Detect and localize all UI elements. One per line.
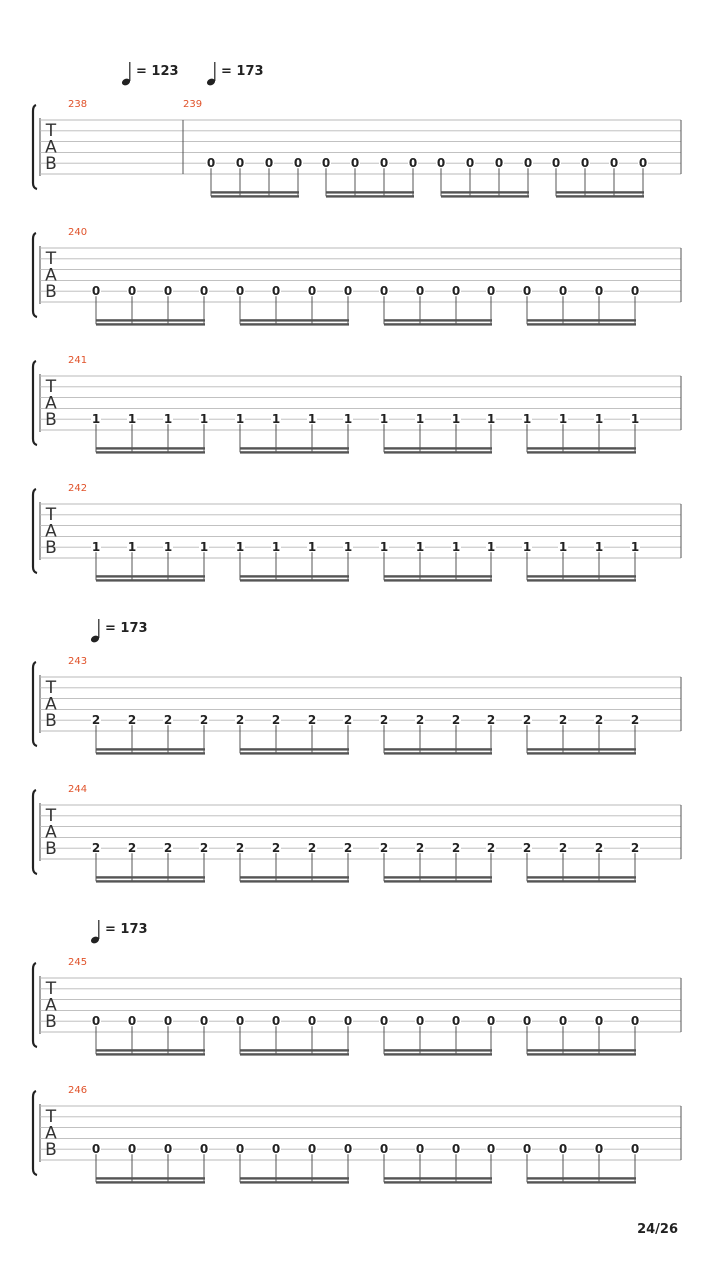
fret-number: 2 — [163, 713, 173, 728]
fret-number: 0 — [163, 1014, 173, 1029]
beam — [527, 579, 636, 581]
fret-number: 0 — [594, 1014, 604, 1029]
beam — [326, 195, 414, 197]
tempo-label: = 173 — [105, 621, 148, 636]
beam — [240, 876, 349, 878]
fret-number: 2 — [379, 713, 389, 728]
beam — [240, 451, 349, 453]
beam — [384, 1049, 492, 1051]
fret-number: 1 — [343, 540, 353, 555]
fret-number: 2 — [415, 713, 425, 728]
fret-number: 0 — [235, 284, 245, 299]
fret-number: 1 — [163, 540, 173, 555]
fret-number: 1 — [630, 540, 640, 555]
fret-number: 1 — [91, 412, 101, 427]
fret-number: 2 — [451, 713, 461, 728]
fret-number: 0 — [451, 1142, 461, 1157]
beam — [96, 880, 205, 882]
beam — [96, 323, 205, 325]
fret-number: 2 — [486, 713, 496, 728]
fret-number: 0 — [523, 156, 533, 171]
beam — [96, 1177, 205, 1179]
fret-number: 0 — [451, 1014, 461, 1029]
fret-number: 2 — [558, 713, 568, 728]
fret-number: 1 — [91, 540, 101, 555]
tab-clef-letter: B — [45, 839, 57, 859]
beam — [384, 575, 492, 577]
fret-number: 2 — [594, 841, 604, 856]
fret-number: 2 — [235, 713, 245, 728]
fret-number: 0 — [558, 284, 568, 299]
tab-clef-letter: A — [45, 694, 57, 715]
fret-number: 2 — [271, 713, 281, 728]
fret-number: 2 — [486, 841, 496, 856]
measure-number: 245 — [68, 957, 88, 968]
fret-number: 0 — [630, 284, 640, 299]
beam — [527, 323, 636, 325]
fret-number: 2 — [630, 713, 640, 728]
fret-number: 2 — [235, 841, 245, 856]
fret-number: 1 — [163, 412, 173, 427]
fret-number: 0 — [343, 1142, 353, 1157]
system-bracket — [33, 1091, 37, 1175]
fret-number: 0 — [486, 1014, 496, 1029]
fret-number: 2 — [630, 841, 640, 856]
beam — [240, 1053, 349, 1055]
fret-number: 0 — [127, 284, 137, 299]
fret-number: 0 — [235, 156, 245, 171]
fret-number: 0 — [199, 1142, 209, 1157]
beam — [527, 319, 636, 321]
tab-clef-letter: A — [45, 1123, 57, 1144]
fret-number: 0 — [321, 156, 331, 171]
tab-clef-letter: T — [45, 505, 57, 525]
tab-system — [33, 483, 681, 582]
fret-number: 1 — [415, 540, 425, 555]
fret-number: 2 — [415, 841, 425, 856]
fret-number: 1 — [199, 540, 209, 555]
beam — [527, 880, 636, 882]
measure-number: 240 — [68, 227, 88, 238]
fret-number: 0 — [415, 1014, 425, 1029]
fret-number: 0 — [379, 1142, 389, 1157]
fret-number: 0 — [486, 284, 496, 299]
fret-number: 1 — [594, 412, 604, 427]
beam — [240, 880, 349, 882]
page-number: 24/26 — [637, 1222, 678, 1237]
fret-number: 2 — [307, 841, 317, 856]
beam — [96, 752, 205, 754]
tab-clef-letter: T — [45, 377, 57, 397]
beam — [384, 880, 492, 882]
fret-number: 1 — [127, 412, 137, 427]
fret-number: 0 — [551, 156, 561, 171]
tab-system — [33, 784, 681, 883]
fret-number: 2 — [558, 841, 568, 856]
fret-number: 0 — [522, 284, 532, 299]
tempo-label: = 173 — [105, 922, 148, 937]
tab-system — [33, 619, 681, 755]
beam — [240, 1049, 349, 1051]
fret-number: 1 — [594, 540, 604, 555]
fret-number: 2 — [163, 841, 173, 856]
beam — [384, 579, 492, 581]
beam — [441, 195, 529, 197]
fret-number: 0 — [415, 1142, 425, 1157]
beam — [384, 1177, 492, 1179]
fret-number: 0 — [127, 1014, 137, 1029]
fret-number: 0 — [379, 284, 389, 299]
beam — [527, 1181, 636, 1183]
fret-number: 0 — [127, 1142, 137, 1157]
beam — [527, 575, 636, 577]
beam — [211, 191, 299, 193]
beam — [240, 319, 349, 321]
fret-number: 0 — [465, 156, 475, 171]
fret-number: 1 — [271, 540, 281, 555]
fret-number: 0 — [494, 156, 504, 171]
beam — [96, 748, 205, 750]
beam — [96, 575, 205, 577]
fret-number: 0 — [594, 284, 604, 299]
fret-number: 0 — [486, 1142, 496, 1157]
tab-clef-letter: T — [45, 678, 57, 698]
system-bracket — [33, 105, 37, 189]
fret-number: 0 — [163, 1142, 173, 1157]
tab-clef-letter: B — [45, 711, 57, 731]
tab-clef-letter: T — [45, 806, 57, 826]
fret-number: 2 — [91, 841, 101, 856]
fret-number: 0 — [91, 1142, 101, 1157]
measure-number: 246 — [68, 1085, 88, 1096]
tab-clef-letter: T — [45, 979, 57, 999]
beam — [384, 876, 492, 878]
fret-number: 1 — [558, 412, 568, 427]
fret-number: 2 — [199, 841, 209, 856]
fret-number: 0 — [206, 156, 216, 171]
tempo-label: = 123 — [136, 64, 179, 79]
system-bracket — [33, 790, 37, 874]
beam — [326, 191, 414, 193]
beam — [384, 319, 492, 321]
beam — [384, 451, 492, 453]
fret-number: 2 — [127, 841, 137, 856]
fret-number: 1 — [486, 540, 496, 555]
fret-number: 1 — [558, 540, 568, 555]
tempo-label: = 173 — [221, 64, 264, 79]
fret-number: 2 — [127, 713, 137, 728]
fret-number: 2 — [522, 841, 532, 856]
fret-number: 0 — [307, 1014, 317, 1029]
fret-number: 0 — [235, 1014, 245, 1029]
fret-number: 0 — [522, 1142, 532, 1157]
beam — [96, 1049, 205, 1051]
beam — [96, 319, 205, 321]
beam — [441, 191, 529, 193]
fret-number: 1 — [630, 412, 640, 427]
beam — [527, 752, 636, 754]
fret-number: 0 — [293, 156, 303, 171]
fret-number: 0 — [436, 156, 446, 171]
fret-number: 1 — [451, 412, 461, 427]
tab-clef-letter: B — [45, 282, 57, 302]
beam — [527, 451, 636, 453]
fret-number: 0 — [558, 1014, 568, 1029]
fret-number: 0 — [630, 1014, 640, 1029]
fret-number: 1 — [415, 412, 425, 427]
tab-clef-letter: A — [45, 393, 57, 414]
fret-number: 0 — [408, 156, 418, 171]
fret-number: 2 — [199, 713, 209, 728]
fret-number: 1 — [451, 540, 461, 555]
fret-number: 0 — [199, 1014, 209, 1029]
tab-clef-letter: A — [45, 822, 57, 843]
fret-number: 1 — [307, 540, 317, 555]
fret-number: 2 — [594, 713, 604, 728]
tab-clef-letter: B — [45, 410, 57, 430]
fret-number: 0 — [163, 284, 173, 299]
tempo-marking — [206, 62, 264, 87]
fret-number: 0 — [271, 284, 281, 299]
tab-clef-letter: T — [45, 249, 57, 269]
tab-system — [33, 355, 681, 454]
system-bracket — [33, 963, 37, 1047]
fret-number: 1 — [127, 540, 137, 555]
beam — [556, 195, 644, 197]
fret-number: 2 — [379, 841, 389, 856]
fret-number: 1 — [235, 540, 245, 555]
beam — [211, 195, 299, 197]
beam — [96, 447, 205, 449]
tab-system — [33, 1085, 681, 1184]
beam — [527, 447, 636, 449]
fret-number: 0 — [307, 1142, 317, 1157]
tempo-marking — [90, 920, 148, 945]
beam — [240, 323, 349, 325]
beam — [240, 447, 349, 449]
tab-system — [33, 920, 681, 1056]
fret-number: 0 — [343, 1014, 353, 1029]
system-bracket — [33, 233, 37, 317]
fret-number: 0 — [558, 1142, 568, 1157]
measure-number: 243 — [68, 656, 88, 667]
system-bracket — [33, 489, 37, 573]
fret-number: 0 — [307, 284, 317, 299]
beam — [96, 451, 205, 453]
beam — [240, 748, 349, 750]
tab-clef-letter: B — [45, 1012, 57, 1032]
fret-number: 1 — [379, 412, 389, 427]
tempo-marking — [90, 619, 148, 644]
fret-number: 0 — [594, 1142, 604, 1157]
fret-number: 0 — [580, 156, 590, 171]
measure-number: 244 — [68, 784, 88, 795]
fret-number: 0 — [379, 156, 389, 171]
fret-number: 1 — [307, 412, 317, 427]
fret-number: 2 — [451, 841, 461, 856]
beam — [96, 579, 205, 581]
beam — [240, 1177, 349, 1179]
beam — [240, 1181, 349, 1183]
fret-number: 0 — [415, 284, 425, 299]
fret-number: 0 — [199, 284, 209, 299]
beam — [240, 752, 349, 754]
beam — [384, 1053, 492, 1055]
fret-number: 0 — [271, 1014, 281, 1029]
beam — [527, 748, 636, 750]
beam — [240, 579, 349, 581]
beam — [384, 323, 492, 325]
fret-number: 0 — [271, 1142, 281, 1157]
fret-number: 0 — [609, 156, 619, 171]
fret-number: 1 — [271, 412, 281, 427]
fret-number: 0 — [638, 156, 648, 171]
fret-number: 1 — [199, 412, 209, 427]
system-bracket — [33, 662, 37, 746]
measure-number: 239 — [183, 99, 203, 110]
fret-number: 1 — [522, 412, 532, 427]
beam — [384, 1181, 492, 1183]
beam — [527, 1049, 636, 1051]
fret-number: 2 — [271, 841, 281, 856]
tab-system — [33, 227, 681, 326]
fret-number: 0 — [91, 284, 101, 299]
fret-number: 0 — [451, 284, 461, 299]
tab-clef-letter: A — [45, 521, 57, 542]
tempo-marking — [121, 62, 179, 87]
fret-number: 2 — [522, 713, 532, 728]
tab-clef-letter: A — [45, 137, 57, 158]
beam — [96, 1181, 205, 1183]
fret-number: 2 — [343, 841, 353, 856]
beam — [556, 191, 644, 193]
fret-number: 2 — [343, 713, 353, 728]
fret-number: 0 — [350, 156, 360, 171]
fret-number: 1 — [343, 412, 353, 427]
tab-system — [33, 62, 681, 198]
beam — [527, 1053, 636, 1055]
fret-number: 2 — [91, 713, 101, 728]
fret-number: 1 — [486, 412, 496, 427]
beam — [527, 876, 636, 878]
fret-number: 0 — [522, 1014, 532, 1029]
fret-number: 2 — [307, 713, 317, 728]
fret-number: 0 — [91, 1014, 101, 1029]
fret-number: 0 — [630, 1142, 640, 1157]
beam — [384, 748, 492, 750]
tab-clef-letter: A — [45, 265, 57, 286]
fret-number: 0 — [379, 1014, 389, 1029]
beam — [96, 1053, 205, 1055]
measure-number: 242 — [68, 483, 88, 494]
measure-number: 238 — [68, 99, 88, 110]
beam — [384, 447, 492, 449]
tab-clef-letter: T — [45, 1107, 57, 1127]
measure-number: 241 — [68, 355, 88, 366]
fret-number: 1 — [235, 412, 245, 427]
tab-clef-letter: B — [45, 154, 57, 174]
fret-number: 1 — [379, 540, 389, 555]
tab-clef-letter: A — [45, 995, 57, 1016]
beam — [527, 1177, 636, 1179]
fret-number: 1 — [522, 540, 532, 555]
beam — [384, 752, 492, 754]
tab-clef-letter: T — [45, 121, 57, 141]
beam — [96, 876, 205, 878]
fret-number: 0 — [264, 156, 274, 171]
tab-clef-letter: B — [45, 1140, 57, 1160]
beam — [240, 575, 349, 577]
fret-number: 0 — [235, 1142, 245, 1157]
fret-number: 0 — [343, 284, 353, 299]
tab-clef-letter: B — [45, 538, 57, 558]
system-bracket — [33, 361, 37, 445]
